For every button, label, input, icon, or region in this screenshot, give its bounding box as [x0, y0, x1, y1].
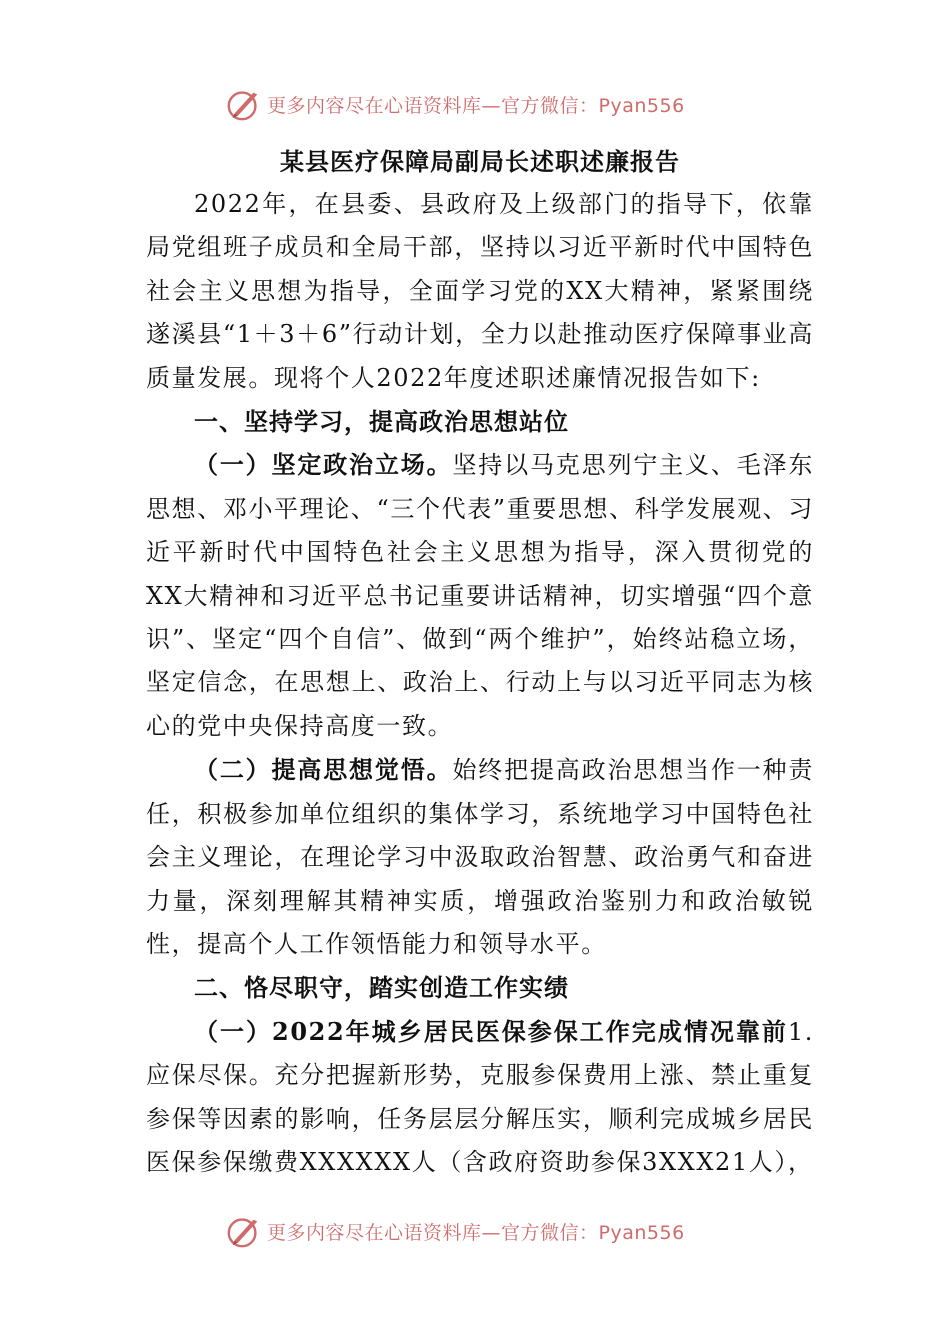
section-2-heading: 二、恪尽职守，踏实创造工作实绩 — [194, 973, 569, 1003]
document-body — [146, 140, 814, 1184]
section-2-item-1-text: 应保尽保。充分把握新形势，克服参保费用上涨、禁止重复参保等因素的影响，任务层层分解压实，顺利完成城乡居民医保参保缴费XXXXXX人（含政府资助参保3XXX21人）， — [146, 1061, 814, 1176]
section-2-item-1 — [146, 1010, 814, 1185]
section-1-item-1 — [146, 443, 814, 748]
section-1-heading: 一、坚持学习，提高政治思想站位 — [194, 407, 569, 437]
section-2-item-1-lead: （一）2022年城乡居民医保参保工作完成情况靠前 — [194, 1016, 788, 1046]
watermark-banner-bottom — [225, 1211, 685, 1251]
intro-paragraph: 2022年，在县委、县政府及上级部门的指导下，依靠局党组班子成员和全局干部，坚持以习近平新时代中国特色社会主义思想为指导，全面学习党的XX大精神，紧紧围绕遂溪县“1＋3＋6”行动计划，全力以赴推动医疗保障事业高质量发展。现将个人2022年度述职述廉情况报告如下: — [146, 190, 814, 392]
section-1-item-1-text: 坚持以马克思列宁主义、毛泽东思想、邓小平理论、“三个代表”重要思想、科学发展观、习近平新时代中国特色社会主义思想为指导，深入贯彻党的XX大精神和习近平总书记重要讲话精神，切实增强“四个意识”、坚定“四个自信”、做到“两个维护”，始终站稳立场，坚定信念，在思想上、政治上、行动上与以习近平同志为核心的党中央保持高度一致。 — [146, 451, 814, 740]
watermark-banner-top — [225, 84, 685, 124]
pen-logo-icon — [225, 1212, 263, 1250]
page-title: 某县医疗保障局副局长述职述廉报告 — [280, 147, 680, 176]
watermark-text: 更多内容尽在心语资料库—官方微信：Pyan556 — [267, 94, 685, 117]
section-2-item-1-num: 1. — [787, 1017, 814, 1046]
section-1-item-2 — [146, 748, 814, 966]
section-1-item-2-text: 始终把提高政治思想当作一种责任，积极参加单位组织的集体学习，系统地学习中国特色社会主义理论，在理论学习中汲取政治智慧、政治勇气和奋进力量，深刻理解其精神实质，增强政治鉴别力和政治敏锐性，提高个人工作领悟能力和领导水平。 — [146, 756, 814, 958]
section-1-item-2-lead: （二）提高思想觉悟。 — [194, 755, 453, 785]
section-1-item-1-lead: （一）坚定政治立场。 — [194, 450, 453, 480]
watermark-text: 更多内容尽在心语资料库—官方微信：Pyan556 — [267, 1221, 685, 1244]
pen-logo-icon — [225, 85, 263, 123]
